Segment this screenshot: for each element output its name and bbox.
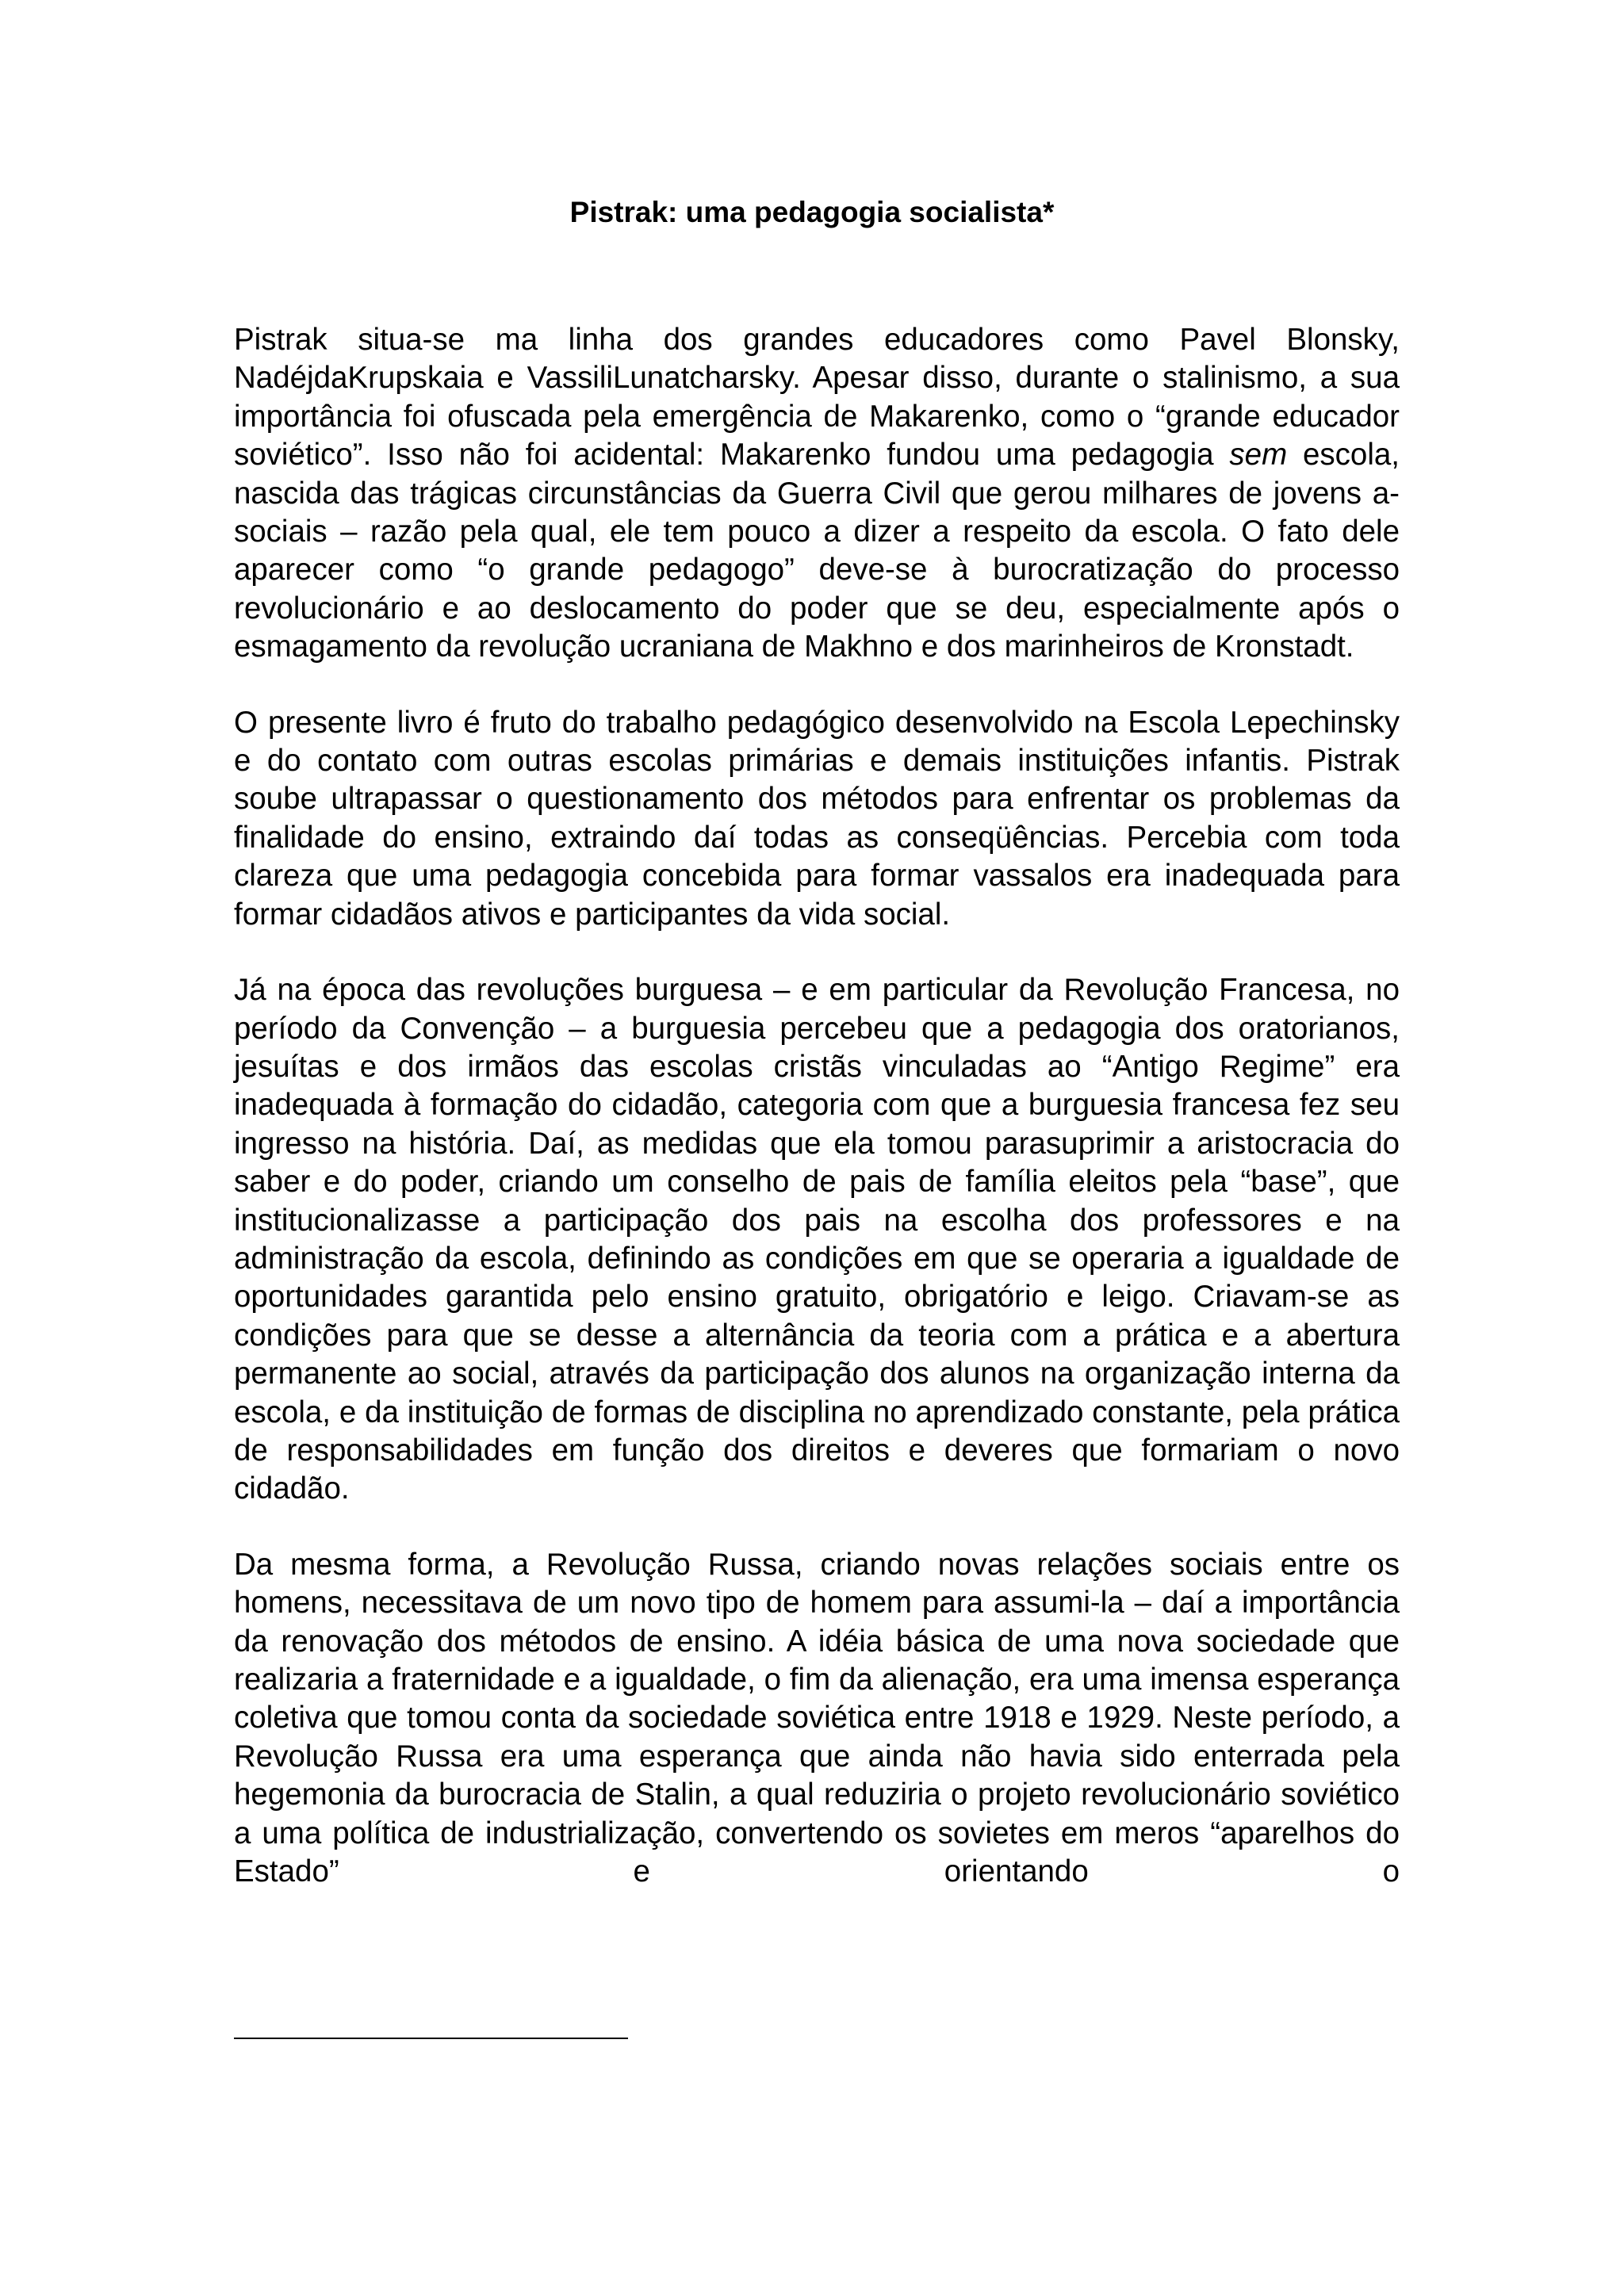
paragraph-1-emphasis: sem: [1229, 438, 1288, 473]
paragraph-2: O presente livro é fruto do trabalho pedagógico desenvolvido na Escola Lepechinsky e do contato com outras escolas primárias e demais instituições infantis. Pistrak soube ultrapassar o questionamento dos métodos para enfrentar os problemas da finalidade do ensino, extraindo daí todas as conseqüências. Percebia com toda clareza que uma pedagogia concebida para formar vassalos era inadequada para formar cidadãos ativos e participantes da vida social.: [234, 705, 1400, 932]
paragraph-1-text-after: escola, nascida das trágicas circunstâncias da Guerra Civil que gerou milhares de jovens a-sociais – razão pela qual, ele tem pouco a dizer a respeito da escola. O fato dele aparecer como “o grande pedagogo” deve-se à burocratização do processo revolucionário e ao deslocamento do poder que se deu, especialmente após o esmagamento da revolução ucraniana de Makhno e dos marinheiros de Kronstadt.: [234, 438, 1400, 664]
paragraph-4: Da mesma forma, a Revolução Russa, criando novas relações sociais entre os homens, necessitava de um novo tipo de homem para assumi-la – daí a importância da renovação dos métodos de ensino. A idéia básica de uma nova sociedade que realizaria a fraternidade e a igualdade, o fim da alienação, era uma imensa esperança coletiva que tomou conta da sociedade soviética entre 1918 e 1929. Neste período, a Revolução Russa era uma esperança que ainda não havia sido enterrada pela hegemonia da burocracia de Stalin, a qual reduziria o projeto revolucionário soviético a uma política de industrialização, convertendo os sovietes em meros “aparelhos do Estado” e orientando o: [234, 1547, 1400, 1889]
document-title: Pistrak: uma pedagogia socialista*: [569, 196, 1055, 228]
paragraph-1-text-before: Pistrak situa-se ma linha dos grandes educadores como Pavel Blonsky, NadéjdaKrupskaia e VassiliLunatcharsky. Apesar disso, durante o stalinismo, a sua importância foi ofuscada pela emergência de Makarenko, como o “grande educador soviético”. Isso não foi acidental: Makarenko fundou uma pedagogia: [234, 323, 1400, 473]
footnote-separator: [234, 2038, 628, 2039]
paragraph-1: [234, 321, 1400, 667]
paragraph-3: Já na época das revoluções burguesa – e em particular da Revolução Francesa, no período da Convenção – a burguesia percebeu que a pedagogia dos oratorianos, jesuítas e dos irmãos das escolas cristãs vinculadas ao “Antigo Regime” era inadequada à formação do cidadão, categoria com que a burguesia francesa fez seu ingresso na história. Daí, as medidas que ela tomou parasuprimir a aristocracia do saber e do poder, criando um conselho de pais de família eleitos pela “base”, que institucionalizasse a participação dos pais na escolha dos professores e na administração da escola, definindo as condições em que se operaria a igualdade de oportunidades garantida pelo ensino gratuito, obrigatório e leigo. Criavam-se as condições para que se desse a alternância da teoria com a prática e a abertura permanente ao social, através da participação dos alunos na organização interna da escola, e da instituição de formas de disciplina no aprendizado constante, pela prática de responsabilidades em função dos direitos e deveres que formariam o novo cidadão.: [234, 973, 1400, 1506]
document-body: [234, 321, 1400, 1891]
